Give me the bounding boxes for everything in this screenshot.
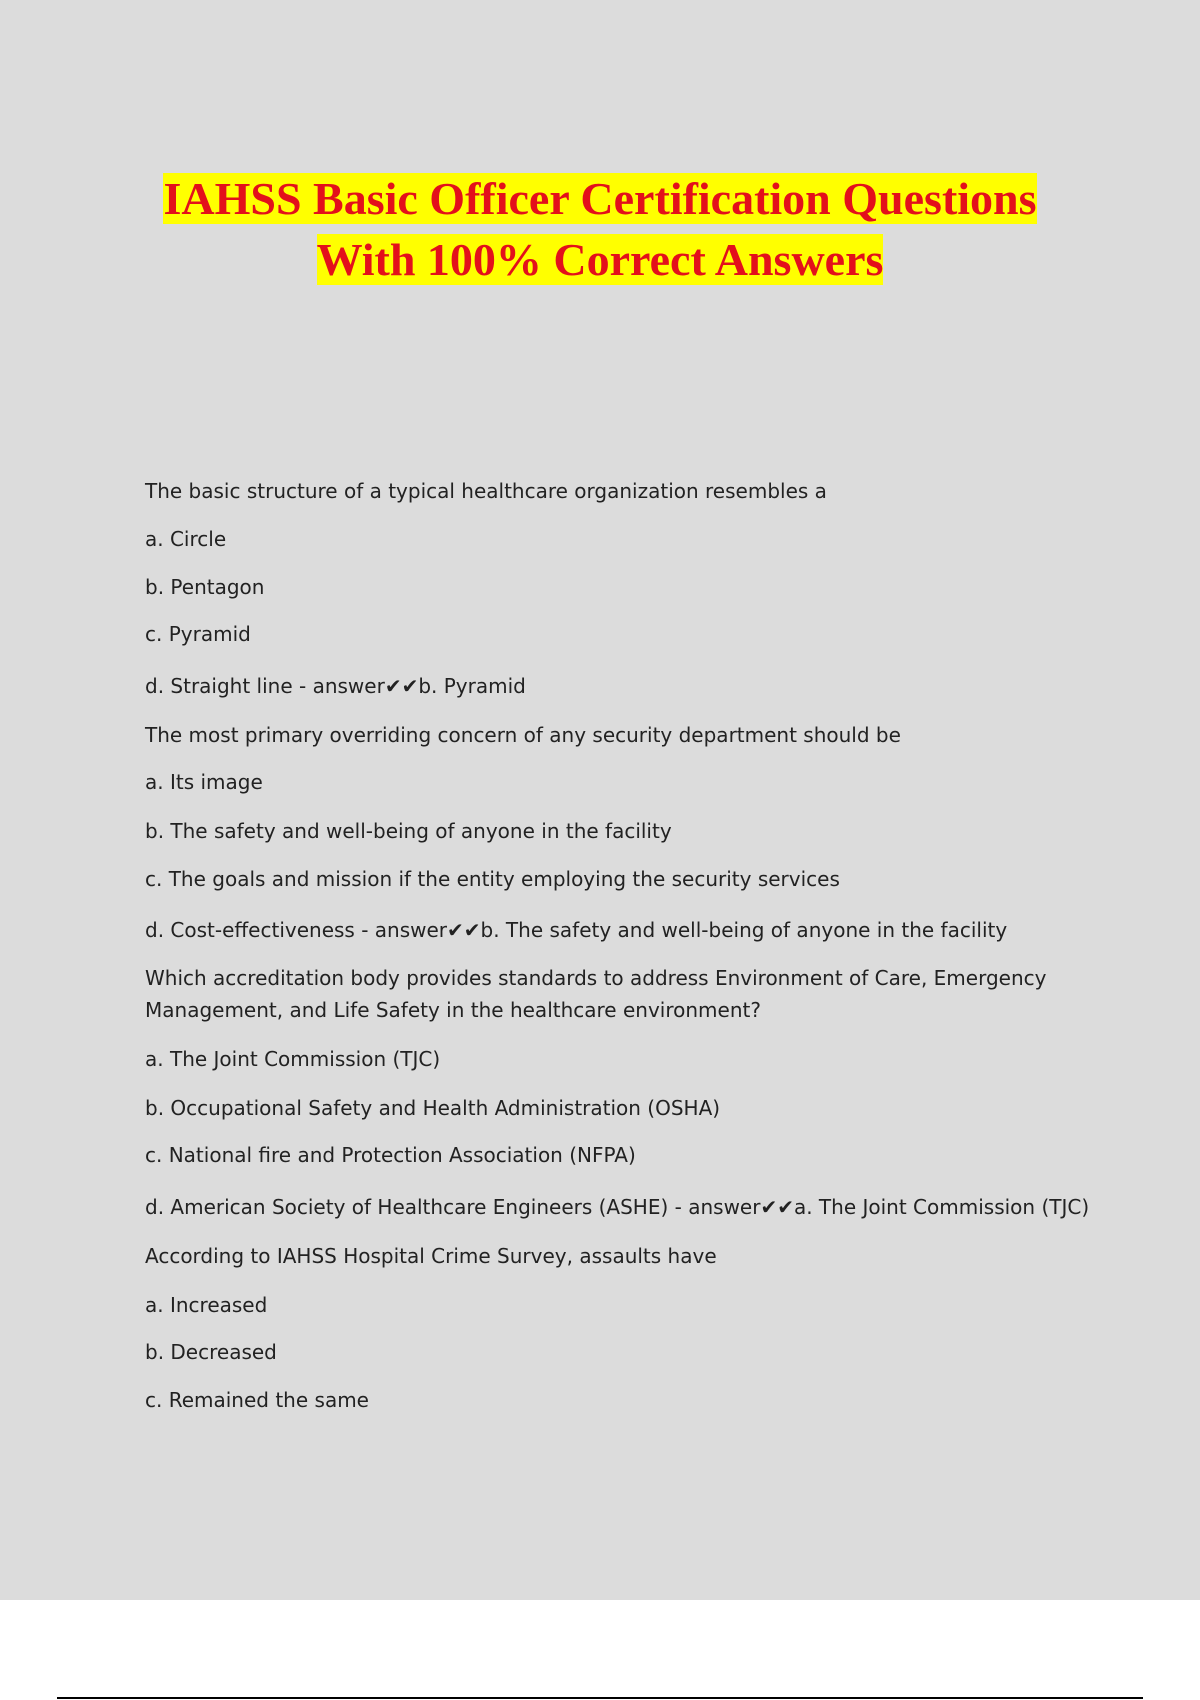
question-4-option-c: c. Remained the same: [145, 1388, 369, 1412]
question-3-option-a: a. The Joint Commission (TJC): [145, 1047, 441, 1071]
question-1-answer: d. Straight line - answer✔✔b. Pyramid: [145, 674, 526, 698]
question-3-option-b: b. Occupational Safety and Health Administration (OSHA): [145, 1096, 721, 1120]
question-4-text: According to IAHSS Hospital Crime Survey, assaults have: [145, 1244, 717, 1268]
question-3-option-c: c. National fire and Protection Association (NFPA): [145, 1143, 636, 1167]
title-line-1: IAHSS Basic Officer Certification Questions: [163, 173, 1037, 224]
question-4-option-b: b. Decreased: [145, 1340, 277, 1364]
question-2-text: The most primary overriding concern of any security department should be: [145, 723, 901, 747]
question-3-answer: d. American Society of Healthcare Engineers (ASHE) - answer✔✔a. The Joint Commission (TJC): [145, 1195, 1090, 1219]
question-2-option-c: c. The goals and mission if the entity employing the security services: [145, 867, 840, 891]
question-4-option-a: a. Increased: [145, 1293, 268, 1317]
question-2-option-b: b. The safety and well-being of anyone in the facility: [145, 819, 672, 843]
question-3-text: Which accreditation body provides standards to address Environment of Care, Emergency Management, and Life Safety in the healthcare environment?: [145, 966, 1047, 1022]
question-2-option-a: a. Its image: [145, 770, 263, 794]
question-1-text: The basic structure of a typical healthcare organization resembles a: [145, 479, 827, 503]
question-1-option-a: a. Circle: [145, 527, 227, 551]
document-title: [0, 168, 1200, 290]
title-line-2: With 100% Correct Answers: [316, 234, 884, 285]
question-1-option-b: b. Pentagon: [145, 575, 265, 599]
footer-divider: [57, 1697, 1143, 1699]
question-1-option-c: c. Pyramid: [145, 622, 251, 646]
question-2-answer: d. Cost-effectiveness - answer✔✔b. The safety and well-being of anyone in the facility: [145, 918, 1008, 942]
